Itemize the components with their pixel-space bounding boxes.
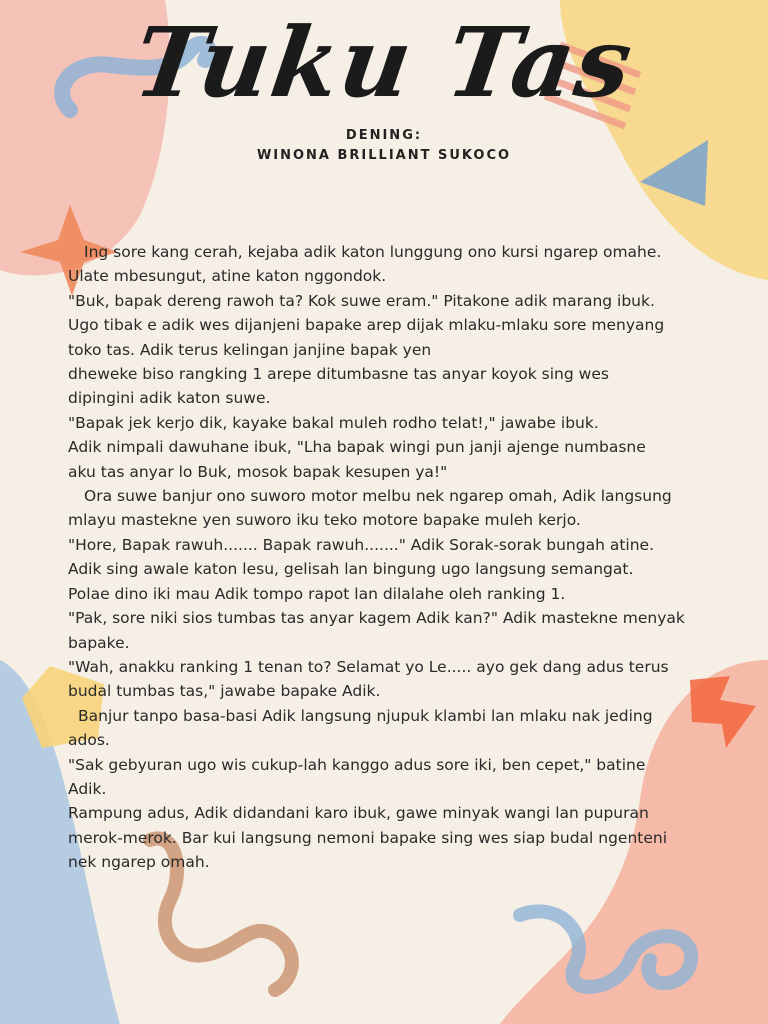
story-line: Rampung adus, Adik didandani karo ibuk, gawe minyak wangi lan pupuran [68, 804, 649, 823]
story-line: Ora suwe banjur ono suworo motor melbu nek ngarep omah, Adik langsung [84, 487, 672, 506]
story-line: mlayu mastekne yen suworo iku teko motore bapake muleh kerjo. [68, 511, 581, 530]
story-line: budal tumbas tas," jawabe bapake Adik. [68, 682, 381, 701]
story-line: Ing sore kang cerah, kejaba adik katon lunggung ono kursi ngarep omahe. [84, 243, 662, 261]
story-line: aku tas anyar lo Buk, mosok bapak kesupen ya!" [68, 462, 448, 481]
story-line: Ulate mbesungut, atine katon nggondok. [68, 267, 387, 286]
story-line: Adik sing awale katon lesu, gelisah lan bingung ugo langsung semangat. [68, 560, 634, 579]
story-line: "Bapak jek kerjo dik, kayake bakal muleh rodho telat!," jawabe ibuk. [68, 413, 599, 432]
story-body [68, 240, 708, 875]
poster-title: Tuku Tas [127, 6, 641, 119]
story-line: bapake. [68, 633, 130, 652]
story-line: ados. [68, 731, 110, 750]
story-line: "Sak gebyuran ugo wis cukup-lah kanggo adus sore iki, ben cepet," batine [68, 755, 646, 774]
story-line: "Pak, sore niki sios tumbas tas anyar kagem Adik kan?" Adik mastekne menyak [68, 609, 685, 628]
story-line: "Buk, bapak dereng rawoh ta? Kok suwe eram." Pitakone adik marang ibuk. [68, 291, 655, 310]
byline-label: DENING: [345, 128, 423, 143]
story-line: dipingini adik katon suwe. [68, 389, 271, 408]
story-line: Banjur tanpo basa-basi Adik langsung njupuk klambi lan mlaku nak jeding [78, 706, 653, 725]
story-line: dheweke biso rangking 1 arepe ditumbasne tas anyar koyok sing wes [68, 365, 609, 384]
story-line: "Wah, anakku ranking 1 tenan to? Selamat yo Le..... ayo gek dang adus terus [68, 657, 669, 676]
story-line: merok-merok. Bar kui langsung nemoni bapake sing wes siap budal ngenteni [68, 828, 668, 847]
story-line: toko tas. Adik terus kelingan janjine bapak yen [68, 340, 432, 359]
story-line: Ugo tibak e adik wes dijanjeni bapake arep dijak mlaku-mlaku sore menyang [68, 316, 665, 335]
story-line: nek ngarep omah. [68, 853, 210, 872]
story-line: Adik. [68, 779, 107, 798]
story-line: Polae dino iki mau Adik tompo rapot lan dilalahe oleh ranking 1. [68, 584, 566, 603]
story-line: Adik nimpali dawuhane ibuk, "Lha bapak wingi pun janji ajenge numbasne [68, 438, 646, 457]
story-line: "Hore, Bapak rawuh....... Bapak rawuh......." Adik Sorak-sorak bungah atine. [68, 535, 655, 554]
byline [0, 126, 768, 166]
byline-author: WINONA BRILLIANT SUKOCO [256, 148, 512, 163]
